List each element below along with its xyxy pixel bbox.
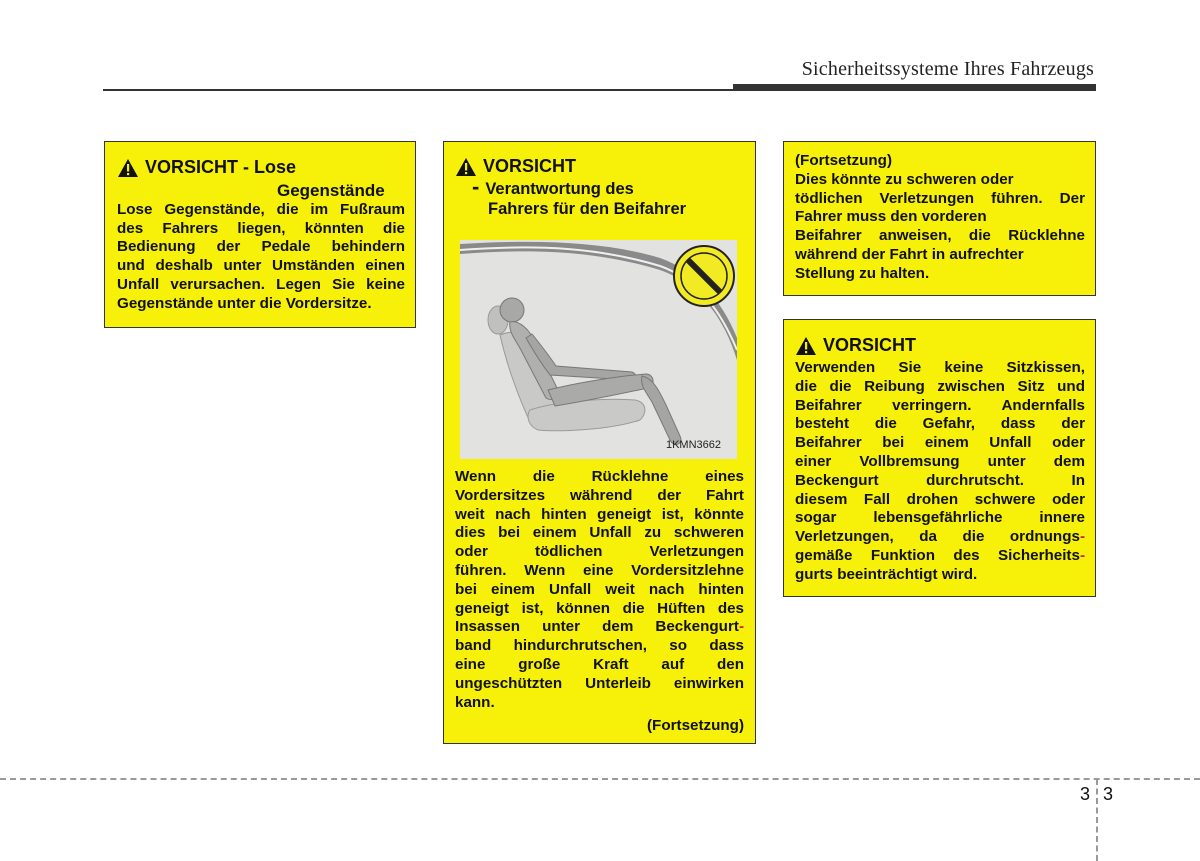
caution-heading	[117, 157, 405, 178]
continuation-note: (Fortsetzung)	[795, 152, 893, 169]
heading-dash: -	[472, 174, 480, 199]
text-line: bei einem Unfall weit nach hinten	[455, 580, 744, 598]
caution-box-loose-objects	[104, 141, 416, 328]
page-number: 3	[1103, 784, 1114, 804]
text-line: Beckengurt durchrutscht. In	[795, 471, 1085, 489]
caution-subtitle: Gegenstände	[277, 181, 385, 200]
text-line: eine große Kraft auf den	[455, 655, 744, 673]
hyphen-mark: -	[1079, 528, 1085, 546]
hyphen-mark: -	[738, 618, 744, 636]
text-line: weit nach hinten geneigt ist, könnte	[455, 505, 744, 523]
text-line: führen. Wenn eine Vordersitzlehne	[455, 561, 744, 579]
text-line: diesem Fall drohen schwere oder	[795, 490, 1085, 508]
text-line: gemäße Funktion des Sicherheits-	[795, 546, 1085, 564]
text-line: Unfall verursachen. Legen Sie keine	[117, 275, 405, 293]
caution-box-driver-responsibility	[443, 141, 756, 744]
caution-text	[117, 201, 405, 314]
text-line: Lose Gegenstände, die im Fußraum	[117, 200, 405, 218]
text-line: Verletzungen, da die ordnungs-	[795, 528, 1085, 546]
chapter-number: 3	[1080, 784, 1091, 804]
text-line: Insassen unter dem Beckengurt-	[455, 618, 744, 636]
image-reference-code: 1KMN3662	[665, 439, 721, 452]
text-line: tödlichen Verletzungen führen. Der	[795, 189, 1085, 207]
caution-subtitle	[455, 174, 744, 199]
text-line: Wenn die Rücklehne eines	[455, 468, 744, 485]
caution-title: VORSICHT	[823, 335, 917, 355]
text-line: band hindurchrutschen, so dass	[455, 637, 744, 655]
page-header-title: Sicherheitssysteme Ihres Fahrzeugs	[801, 58, 1094, 80]
text-line: dies bei einem Unfall zu schweren	[455, 524, 744, 542]
caution-box-seat-cushions	[783, 319, 1096, 597]
caution-text	[795, 171, 1085, 284]
warning-triangle-icon	[795, 336, 817, 356]
text-line: Vordersitzes während der Fahrt	[455, 486, 744, 504]
text-line: während der Fahrt in aufrechter	[795, 245, 1024, 263]
page-number-divider	[1096, 779, 1098, 861]
text-line: Dies könnte zu schweren oder	[795, 170, 1014, 188]
text-line: Verwenden Sie keine Sitzkissen,	[795, 359, 1085, 376]
text-line: Fahrer muss den vorderen	[795, 208, 987, 226]
text-line: kann.	[455, 693, 495, 711]
footer-divider	[0, 778, 1200, 780]
caution-subtitle-line: Verantwortung des	[485, 180, 634, 198]
caution-title: VORSICHT	[483, 156, 577, 176]
caution-text	[455, 468, 744, 736]
text-line: besteht die Gefahr, dass der	[795, 415, 1085, 433]
text-line: des Fahrers liegen, könnten die	[117, 219, 405, 237]
text-line: Gegenstände unter die Vordersitze.	[117, 294, 372, 312]
caution-text	[795, 359, 1085, 585]
text-line: einer Vollbremsung unter dem	[795, 452, 1085, 470]
hyphen-mark: -	[1079, 546, 1085, 564]
text-line: Beifahrer bei einem Unfall oder	[795, 434, 1085, 452]
text-line: geneigt ist, können die Hüften des	[455, 599, 744, 617]
caution-heading	[795, 335, 1085, 356]
continuation-note: (Fortsetzung)	[646, 717, 744, 735]
text-line: Beifahrer verringern. Andernfalls	[795, 396, 1085, 414]
text-line: sogar lebensgefährliche innere	[795, 509, 1085, 527]
text-line: oder tödlichen Verletzungen	[455, 543, 744, 561]
header-rule-accent	[733, 84, 1096, 90]
text-line: Bedienung der Pedale behindern	[117, 238, 405, 256]
caution-box-continued	[783, 141, 1096, 296]
text-line: ungeschützten Unterleib einwirken	[455, 674, 744, 692]
caution-subtitle: Fahrers für den Beifahrer	[488, 200, 687, 218]
caution-heading	[455, 156, 744, 177]
text-line: und deshalb unter Umständen einen	[117, 257, 405, 275]
reclined-seat-illustration	[460, 240, 737, 459]
warning-triangle-icon	[117, 158, 139, 178]
text-line: Beifahrer anweisen, die Rücklehne	[795, 227, 1085, 245]
text-line: gurts beeinträchtigt wird.	[795, 565, 978, 583]
caution-title: VORSICHT - Lose	[145, 157, 297, 177]
reclined-passenger-image	[460, 240, 737, 459]
text-line: Stellung zu halten.	[795, 264, 930, 282]
text-line: die die Reibung zwischen Sitz und	[795, 377, 1085, 395]
